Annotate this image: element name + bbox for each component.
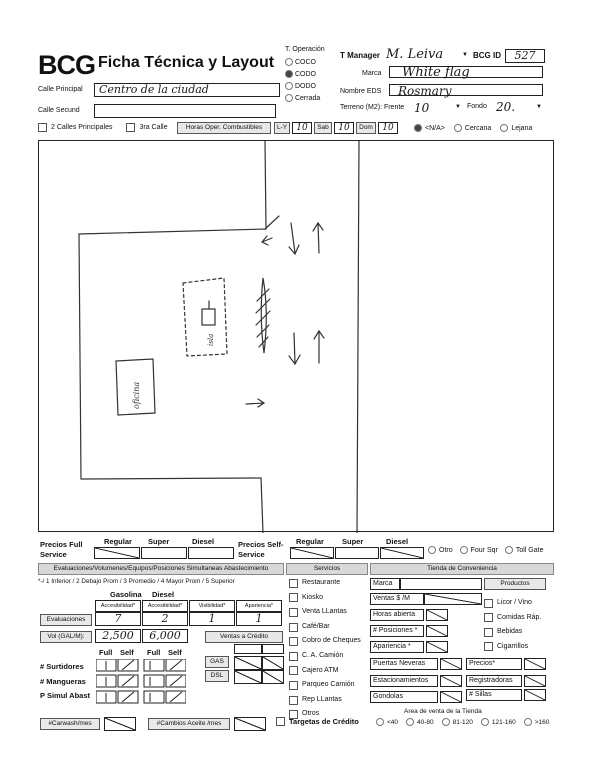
tienda-marca-field[interactable] [400,578,482,590]
lejana-label: Lejana [511,124,533,132]
producto-licor: Licor / Vino [497,599,532,606]
chk-cajero-atm[interactable] [289,666,298,675]
radio-four-sqr[interactable] [460,546,468,554]
radio-area-5[interactable] [524,718,532,726]
col-apariencia: Apariencia* [236,600,282,612]
page-title: Ficha Técnica y Layout [98,54,275,71]
radio-lejana[interactable] [500,124,508,132]
chk-ca-camion[interactable] [289,652,298,661]
radio-cercana[interactable] [454,124,462,132]
chk-tarjetas[interactable] [276,717,285,726]
puertas-field[interactable] [440,658,462,670]
col-super-full: Super [148,537,170,546]
apariencia-label: Apariencia * [370,641,424,653]
full-header-gas: Full [99,648,113,657]
area-option-3: 81-120 [452,718,473,726]
option-dodo: DODO [294,83,316,90]
horas-oper-button[interactable]: Horas Oper. Combustibles [177,122,271,134]
servicio-restaurante: Restaurante [302,579,341,586]
price-diesel-self[interactable] [380,547,424,559]
radio-dodo[interactable] [285,82,293,90]
gasolina-header: Gasolina [110,590,142,599]
tab-tienda[interactable]: Tienda de Conveniencia [370,563,554,575]
t-operacion-options [285,57,320,105]
nombre-eds-label: Nombre EDS [340,88,382,95]
layout-sketch-drawing [39,141,555,533]
sillas-label: # Sillas [466,689,522,701]
area-option-4: 121-160 [491,718,516,726]
estacionamientos-label: Estacionamientos [370,675,438,687]
tab-evaluaciones[interactable]: Evaluaciones/Volumenes/Equipos/Posiciones Simultaneas Abastecimiento [38,563,284,575]
dsl-dias[interactable] [262,670,284,684]
vol-label: Vol (GAL/M): [40,631,92,643]
chk-comidas[interactable] [484,613,493,622]
radio-area-1[interactable] [376,718,384,726]
chk-cafe-bar[interactable] [289,623,298,632]
bcg-id-label: BCG ID [473,51,501,60]
precios-tienda-label: Precios* [466,658,522,670]
sab-label: Sab [314,122,332,134]
estacionamientos-field[interactable] [440,675,462,687]
tercera-calle-checkbox[interactable] [126,123,135,132]
col-visibilidad: Visibilidad* [189,600,235,612]
fondo-dropdown-icon[interactable]: ▼ [536,104,542,110]
calle-principal-label: Calle Principal [38,86,83,93]
apariencia-field[interactable] [426,641,448,653]
gas-label: GAS [205,656,229,668]
t-manager-value[interactable]: M. Leiva [386,47,444,62]
carwash-field[interactable] [104,717,136,731]
evaluaciones-label[interactable]: Evaluaciones [40,614,92,626]
producto-bebidas: Bebidas [497,628,523,635]
cercana-label: Cercana [464,124,492,132]
servicio-cobro-cheques: Cobro de Cheques [302,637,361,645]
chk-parqueo-camion[interactable] [289,681,298,690]
calles-principales-label: 2 Calles Principales [51,124,113,131]
dom-label: Dom [356,122,376,134]
four-sqr-label: Four Sqr [470,546,498,554]
radio-area-4[interactable] [481,718,489,726]
productos-button[interactable]: Productos [484,578,546,590]
dsl-pct[interactable] [234,670,262,684]
chk-bebidas[interactable] [484,628,493,637]
otro-label: Otro [439,546,453,554]
oficina-label: oficina [132,381,141,409]
dropdown-arrow-icon[interactable]: ▼ [462,52,468,58]
horas-abierta-field[interactable] [426,609,448,621]
radio-na[interactable] [414,124,422,132]
gondolas-label: Gondolas [370,691,438,703]
radio-codo[interactable] [285,70,293,78]
sab-field[interactable]: 10 [334,122,354,134]
price-type-options [428,546,543,554]
eval-value-4[interactable]: 1 [236,612,282,626]
calle-second-field[interactable] [94,104,276,118]
layout-sketch-area[interactable] [38,140,554,532]
gondolas-field[interactable] [440,691,462,703]
fondo-value[interactable]: 20. [496,100,516,114]
radio-coco[interactable] [285,58,293,66]
toll-gate-label: Toll Gate [515,546,544,554]
chk-kiosko[interactable] [289,593,298,602]
t-operacion-label: T. Operación [285,46,325,53]
dias-header-box [262,644,284,654]
calle-second-label: Calle Secund [38,107,80,114]
price-super-self[interactable] [335,547,379,559]
chk-rep-llantas[interactable] [289,696,298,705]
servicio-parqueo-camion: Parqueo Camión [302,681,355,689]
isla-label: isla [207,333,215,346]
ventas-label: Ventas $ /M [370,593,424,605]
marca-label: Marca [362,70,382,77]
distance-options [414,124,532,132]
scale-note: *-/ 1 Inferior / 2 Debajo Prom / 3 Promedio / 4 Mayor Prom / 5 Superior [38,578,235,585]
nombre-eds-field[interactable]: Rosmary [389,84,543,96]
bcg-id-field[interactable]: 527 [505,49,545,63]
vol-gasolina[interactable]: 2,500 [95,629,141,643]
price-diesel-full[interactable] [188,547,234,559]
col-super-self: Super [342,537,364,546]
producto-cigarrillos: Cigarrillos [497,642,529,650]
dom-field[interactable]: 10 [378,122,398,134]
eval-value-2[interactable]: 2 [142,612,188,626]
na-label: <N/A> [425,124,445,132]
dsl-label: DSL [205,670,229,682]
tercera-calle-label: 3ra Calle [139,124,168,131]
precios-full-label: Precios Full Service [40,540,83,559]
col-regular-self: Regular [296,537,324,546]
tarjetas-label: Targetas de Crédito [289,717,359,726]
col-diesel-full: Diesel [192,537,215,546]
posiciones-label: # Posiciones * [370,625,424,637]
precios-self-label: Precios Self-Service [238,540,284,559]
producto-comidas: Comidas Ráp. [497,613,542,621]
eval-value-3[interactable]: 1 [189,612,235,626]
chk-licor[interactable] [484,599,493,608]
gas-pct[interactable] [234,656,262,670]
cambios-aceite-label: #Cambios Aceite /mes [148,718,230,730]
diesel-header: Diesel [152,590,175,599]
price-super-full[interactable] [141,547,187,559]
option-cerrada: Cerrada [294,95,321,102]
col-diesel-self: Diesel [386,537,409,546]
area-options [376,718,549,726]
options-row [38,123,168,132]
price-regular-full[interactable] [94,547,140,559]
servicio-ca-camion: C. A. Camión [302,651,344,659]
chk-cobro-cheques[interactable] [289,637,298,646]
frente-value[interactable]: 10 [414,101,430,115]
puertas-label: Puertas Neveras [370,658,438,670]
servicio-kiosko: Kiosko [302,593,324,601]
full-header-dsl: Full [147,648,161,657]
ventas-credito-button[interactable]: Ventas a Crédito [205,631,283,643]
pct-header-box [234,644,262,654]
price-regular-self[interactable] [290,547,334,559]
chk-restaurante[interactable] [289,579,298,588]
simul-label: P Simul Abast [40,691,91,700]
horas-fields [274,122,398,134]
productos-list [484,596,541,654]
registradoras-field[interactable] [524,675,546,687]
option-coco: COCO [294,59,316,66]
area-option-1: <40 [387,718,399,726]
surtidores-label: # Surtidores [40,662,84,671]
marca-field[interactable]: White flag [389,66,543,78]
posiciones-field[interactable] [426,625,448,637]
chk-venta-llantas[interactable] [289,608,298,617]
servicio-venta-llantas: Venta LLantas [302,608,347,616]
area-option-5: >160 [534,718,550,726]
col-accesibilidad-gas: Accesibilidad* [95,600,141,612]
carwash-label: #Carwash/mes [40,718,100,730]
ventas-field[interactable] [424,593,482,605]
mangueras-label: # Mangueras [40,677,86,686]
precios-tienda-field[interactable] [524,658,546,670]
servicio-cafe-bar: Café/Bar [302,622,330,630]
servicios-list [289,576,361,722]
calles-principales-checkbox[interactable] [38,123,47,132]
ly-label: L-Y [274,122,290,134]
sillas-field[interactable] [524,689,546,701]
eval-value-1[interactable]: 7 [95,612,141,626]
option-codo: CODO [294,71,316,78]
vol-diesel[interactable]: 6,000 [142,629,188,643]
gas-dias[interactable] [262,656,284,670]
registradoras-label: Registradoras [466,675,522,687]
radio-otro[interactable] [428,546,436,554]
ly-field[interactable]: 10 [292,122,312,134]
radio-toll-gate[interactable] [505,546,513,554]
area-option-2: 40-80 [417,718,434,726]
tienda-marca-label: Marca [370,578,400,590]
cambios-aceite-field[interactable] [234,717,266,731]
tarjetas-row [276,717,359,726]
radio-area-2[interactable] [406,718,414,726]
fondo-label: Fondo [467,103,487,110]
horas-abierta-label: Horas abierta [370,609,424,621]
t-manager-label: T Manager [340,51,381,60]
bcg-logo: BCG [38,50,95,80]
area-venta-label: Area de venta de la Tienda [404,708,482,715]
calle-principal-field[interactable]: Centro de la ciudad [94,83,280,97]
servicio-cajero-atm: Cajero ATM [302,666,339,674]
terreno-label: Terreno (M2): Frente [340,104,405,111]
pump-grid-svg [96,659,186,705]
tab-servicios[interactable]: Servicios [286,563,368,575]
servicio-otros: Otros [302,710,320,718]
pump-grid [96,659,186,710]
radio-area-3[interactable] [442,718,450,726]
radio-cerrada[interactable] [285,94,293,102]
self-header-gas: Self [120,648,134,657]
chk-cigarrillos[interactable] [484,642,493,651]
col-regular-full: Regular [104,537,132,546]
frente-dropdown-icon[interactable]: ▼ [455,104,461,110]
self-header-dsl: Self [168,648,182,657]
col-accesibilidad-dsl: Accesibilidad* [142,600,188,612]
servicio-rep-llantas: Rep LLantas [302,695,342,703]
